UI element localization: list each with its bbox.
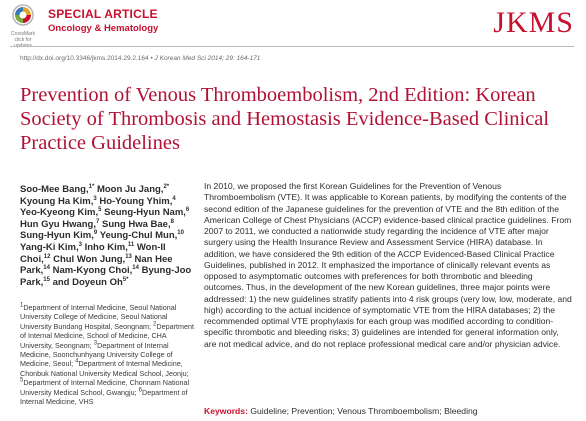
author-name: Kyoung Ha Kim, — [20, 195, 94, 207]
author-name: Sung Hwa Bae, — [101, 218, 171, 230]
author-name: Yang-Ki Kim, — [20, 241, 79, 253]
author-name: Yeo-Kyeong Kim, — [20, 207, 99, 219]
journal-citation: J Korean Med Sci 2014; 29: 164-171 — [154, 55, 261, 62]
author-affiliation-mark: 1* — [88, 183, 95, 190]
author-name: and Doyeun Oh — [52, 276, 123, 288]
author-name: Inho Kim, — [84, 241, 128, 253]
author-list — [20, 184, 195, 288]
author-name: Byung-Joo Park, — [20, 265, 192, 288]
author-name: Sung-Hyun Kim, — [20, 230, 94, 242]
crossmark-icon — [12, 4, 34, 26]
author-affiliation-mark: 5* — [122, 276, 129, 283]
keywords-text: Guideline; Prevention; Venous Thromboembolism; Bleeding — [250, 406, 478, 416]
author-name: Ho-Young Yhim, — [99, 195, 173, 207]
journal-logo: JKMS — [493, 6, 574, 39]
keywords-label: Keywords: — [204, 406, 248, 416]
affiliation-mark: 2 — [153, 321, 157, 328]
affiliations — [20, 303, 200, 406]
author-name: Nan Hee Park, — [20, 253, 173, 277]
affiliation-text: Department of Internal Medicine, Soonchunhyang University College of Medicine, Seoul; — [20, 340, 173, 369]
author-affiliation-mark: 9 — [93, 230, 98, 237]
affiliation-text: Department of Internal Medicine, Seoul National University College of Medicine, Seoul National University Bundang Hospital, Seongnam; — [20, 303, 177, 331]
author-name: Soo-Mee Bang, — [20, 184, 89, 195]
author-name: Moon Ju Jang, — [96, 184, 164, 195]
author-affiliation-mark: 2* — [163, 183, 170, 190]
author-name: Seung-Hyun Nam, — [104, 207, 186, 219]
author-name: Won-Il Choi, — [20, 241, 166, 265]
author-affiliation-mark: 12 — [43, 253, 51, 260]
author-affiliation-mark: 3 — [78, 241, 82, 248]
affiliation-text: Department of Internal Medicine, Chonbuk National University Medical School, Jeonju; — [20, 359, 189, 378]
article-type: SPECIAL ARTICLE — [48, 7, 158, 21]
affiliation-mark: 4 — [75, 359, 79, 366]
author-affiliation-mark: 14 — [43, 265, 50, 271]
crossmark-label: CrossMark — [10, 31, 36, 37]
keywords — [204, 406, 478, 416]
author-name: Nam-Kyong Choi, — [52, 265, 133, 277]
author-affiliation-mark: 15 — [43, 276, 50, 283]
author-affiliation-mark: 7 — [96, 218, 100, 225]
affiliation-mark: 3 — [93, 340, 98, 347]
affiliation-mark: 6 — [138, 387, 142, 394]
abstract: In 2010, we proposed the first Korean Guidelines for the Prevention of Venous Thromboembolism (VTE). It was applicable to Korean patients, by modifying the contents of the second edition of the Japanese guidelines for the prevention of VTE and the 8th edition of the American College of Chest Physicians (ACCP) evidence-based clinical practice guidelines. From 2007 to 2011, we conducted a nationwide study regarding the incidence of VTE after major surgery using the Health Insurance Review and Assessment Service (HIRA) database. In addition, we have considered the 9th edition of the ACCP Evidenced-Based Clinical Practice Guidelines, published in 2012. It emphasized the importance of clinically relevant events as opposed to asymptomatic outcomes with preferences for both thrombotic and bleeding outcomes. Thus, in the development of the new Korean guidelines, three major points were addressed: 1) the new guidelines stratify patients into 4 risk groups (very low, low, moderate, and high) according to the actual incidence of symptomatic VTE from the HIRA databases; 2) the recommended optimal VTE prophylaxis for each group was modified according to condition-specific thrombotic and bleeding risks; 3) guidelines are intended for general information only, are not medical advice, and do not replace professional medical care and/or physician advice. — [204, 181, 572, 349]
author-affiliation-mark: 11 — [127, 241, 135, 248]
article-category: Oncology & Hematology — [48, 23, 159, 34]
author-affiliation-mark: 4 — [172, 195, 176, 202]
author-affiliation-mark: 14 — [132, 265, 139, 271]
author-affiliation-mark: 10 — [177, 230, 184, 237]
affiliation-text: Department of Internal Medicine, VHS — [20, 387, 188, 407]
author-affiliation-mark: 3 — [93, 195, 97, 202]
author-affiliation-mark: 5 — [98, 207, 102, 214]
crossmark-badge[interactable] — [6, 4, 40, 49]
author-name: Hun Gyu Hwang, — [20, 218, 96, 230]
crossmark-sublabel: click for — [14, 37, 32, 43]
affiliation-text: Department of Internal Medicine, School of Medicine, CHA University, Seongnam; — [20, 321, 194, 350]
author-name: Yeung-Chul Mun, — [99, 230, 178, 242]
author-affiliation-mark: 13 — [125, 253, 132, 260]
article-title: Prevention of Venous Thromboembolism, 2nd Edition: Korean Society of Thrombosis and Hemostasis Evidence-Based Clinical Practice Guidelines — [20, 84, 550, 154]
author-affiliation-mark: 6 — [185, 207, 190, 214]
affiliation-mark: 5 — [20, 377, 24, 384]
citation-line — [20, 55, 260, 62]
affiliation-text: Department of Internal Medicine, Chonnam National University Medical School, Gwangju; — [20, 378, 190, 397]
doi-link[interactable]: http://dx.doi.org/10.3346/jkms.2014.29.2.164 — [20, 55, 149, 62]
author-name: Chul Won Jung, — [53, 253, 126, 265]
affiliation-mark: 1 — [20, 302, 24, 309]
author-affiliation-mark: 8 — [170, 218, 174, 225]
header-divider — [10, 46, 574, 47]
citation-separator: • — [148, 55, 155, 62]
